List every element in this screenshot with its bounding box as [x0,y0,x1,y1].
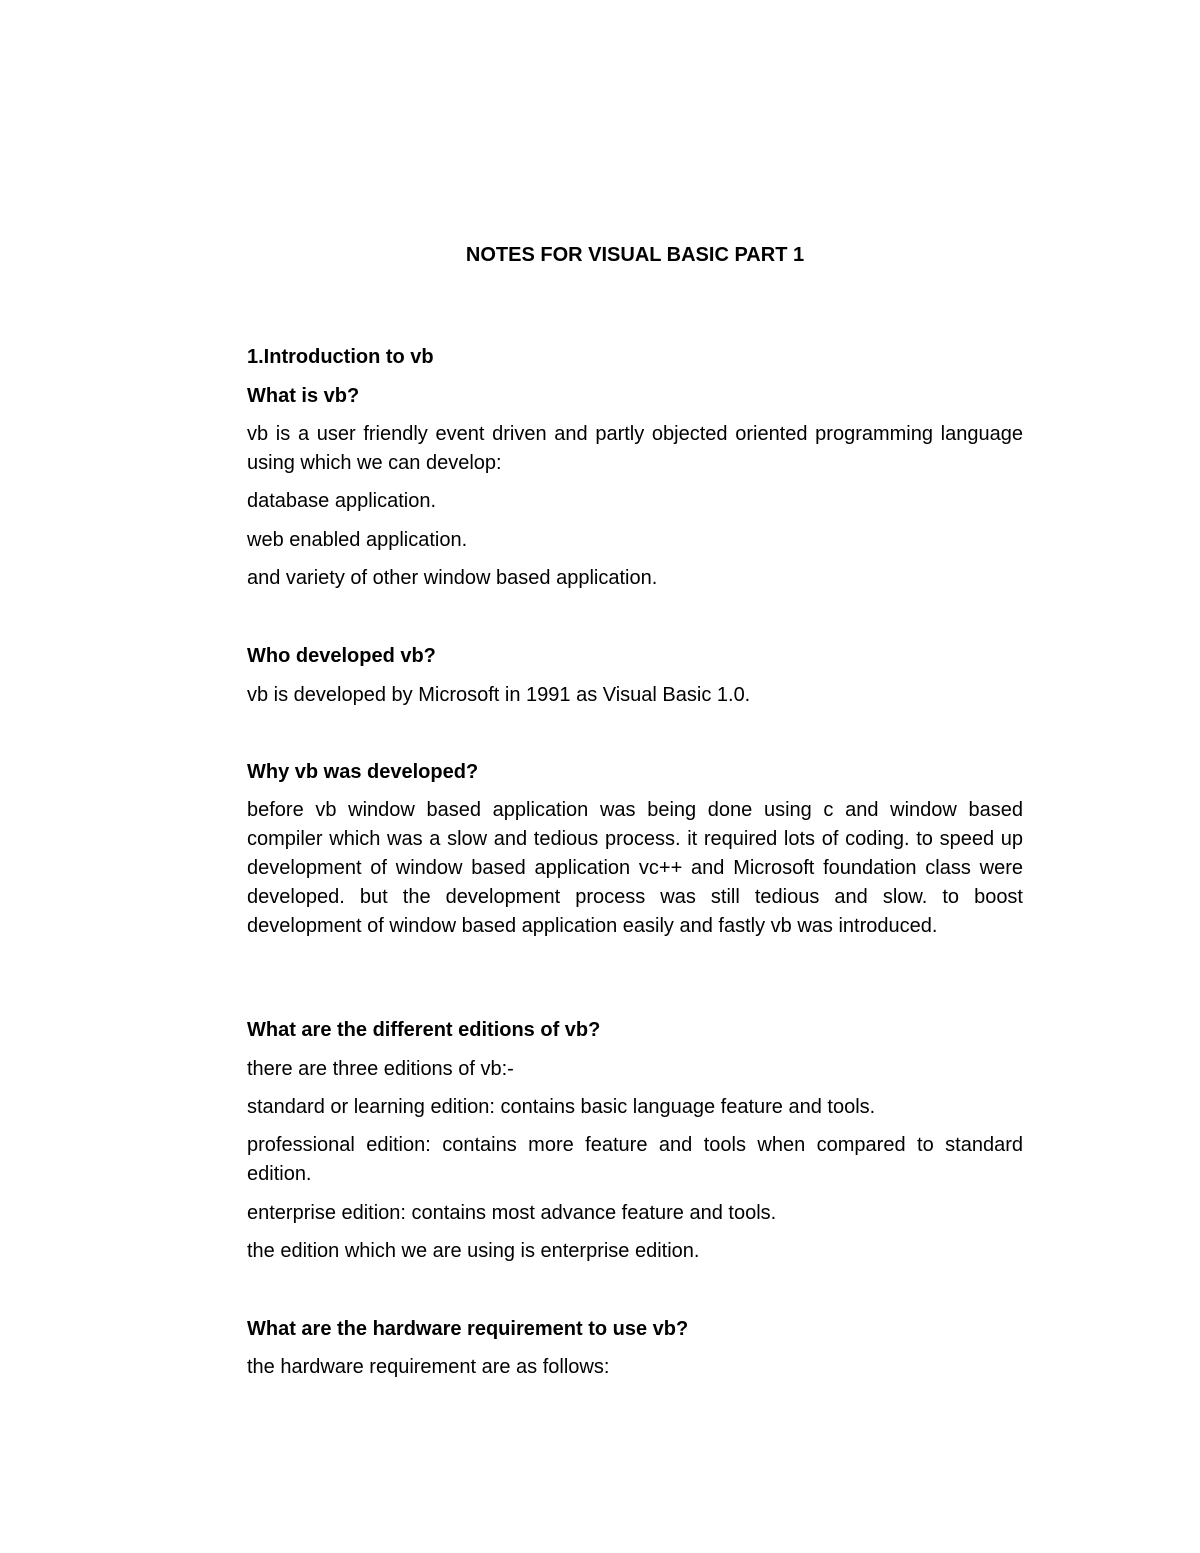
answer-what-is-vb: vb is a user friendly event driven and partly objected oriented programming language using which we can develop: [247,423,1023,474]
question-why-developed: Why vb was developed? [247,761,479,783]
edition-enterprise: enterprise edition: contains most advance feature and tools. [247,1202,777,1224]
question-who-developed: Who developed vb? [247,645,436,667]
answer-who-developed: vb is developed by Microsoft in 1991 as Visual Basic 1.0. [247,684,751,706]
section-heading-introduction: 1.Introduction to vb [247,346,434,368]
answer-hardware-intro: the hardware requirement are as follows: [247,1356,610,1378]
question-hardware: What are the hardware requirement to use vb? [247,1318,689,1340]
edition-standard: standard or learning edition: contains basic language feature and tools. [247,1096,876,1118]
question-editions: What are the different editions of vb? [247,1019,601,1041]
list-item-web: web enabled application. [247,529,468,551]
edition-in-use: the edition which we are using is enterprise edition. [247,1240,700,1262]
list-item-database: database application. [247,490,437,512]
answer-why-developed: before vb window based application was being done using c and window based compiler which was a slow and tedious process. it required lots of coding. to speed up development of window based application vc++ and Microsoft foundation class were developed. but the development process was still tedious and slow. to boost development of window based application easily and fastly vb was introduced. [247,799,1023,937]
page-title: NOTES FOR VISUAL BASIC PART 1 [465,244,805,266]
question-what-is-vb: What is vb? [247,385,360,407]
list-item-variety: and variety of other window based application. [247,567,658,589]
answer-editions-intro: there are three editions of vb:- [247,1058,514,1080]
edition-professional: professional edition: contains more feature and tools when compared to standard edition. [247,1134,1023,1185]
